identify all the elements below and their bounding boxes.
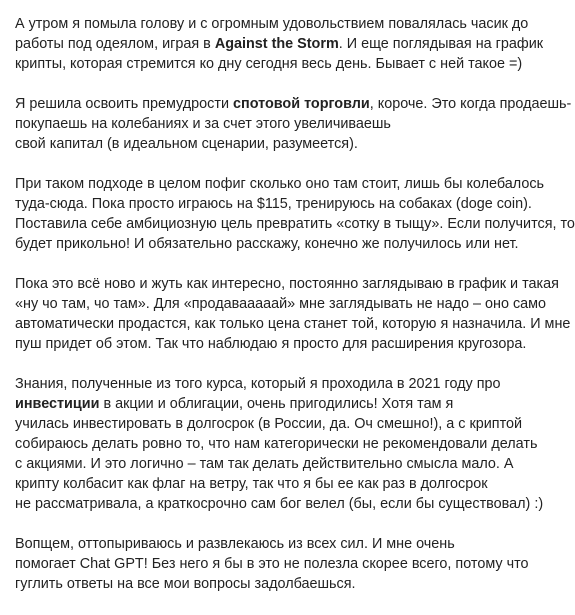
text-line xyxy=(15,134,565,154)
text-line xyxy=(15,454,565,474)
text-line xyxy=(15,34,565,54)
text-run: пуш придет об этом. Так что наблюдаю я просто для расширения кругозора. xyxy=(15,336,527,352)
text-line xyxy=(15,114,565,134)
text-run: не рассматривала, а краткосрочно сам бог велел (бы, если бы существовал) :) xyxy=(15,496,544,512)
text-line xyxy=(15,474,565,494)
text-run: А утром я помыла голову и с огромным удовольствием повалялась часик до xyxy=(15,16,529,32)
text-run: работы под одеялом, играя в xyxy=(15,36,215,52)
text-line xyxy=(15,294,565,314)
paragraph xyxy=(15,534,565,594)
text-run: Поставила себе амбициозную цель превратить «сотку в тыщу». Если получится, то xyxy=(15,216,575,232)
paragraph xyxy=(15,174,575,254)
text-run: в акции и облигации, очень пригодились! Хотя там я xyxy=(99,396,454,412)
text-run: туда-сюда. Пока просто играюсь на $115, тренируюсь на собаках (doge coin). xyxy=(15,196,532,212)
text-line xyxy=(15,414,565,434)
bold-text: спотовой торговли xyxy=(233,96,370,112)
text-run: Знания, полученные из того курса, который я проходила в 2021 году про xyxy=(15,376,501,392)
text-line xyxy=(15,394,565,414)
paragraph xyxy=(15,94,572,154)
text-run: с акциями. И это логично – там так делать действительно смысла мало. А xyxy=(15,456,514,472)
text-line xyxy=(15,534,565,554)
text-run: свой капитал (в идеальном сценарии, разумеется). xyxy=(15,136,358,152)
text-run: Вопщем, оттопыриваюсь и развлекаюсь из всех сил. И мне очень xyxy=(15,536,455,552)
text-line xyxy=(15,574,565,594)
text-run: покупаешь на колебаниях и за счет этого увеличиваешь xyxy=(15,116,391,132)
text-run: При таком подходе в целом пофиг сколько оно там стоит, лишь бы колебалось xyxy=(15,176,545,192)
paragraph xyxy=(15,374,565,514)
text-run: автоматически продастся, как только цена станет той, которую я назначила. И мне xyxy=(15,316,571,332)
text-line xyxy=(15,54,565,74)
text-run: Я решила освоить премудрости xyxy=(15,96,233,112)
text-line xyxy=(15,214,575,234)
text-line xyxy=(15,554,565,574)
text-line xyxy=(15,314,571,334)
paragraph xyxy=(15,14,565,74)
text-run: «ну чо там, чо там». Для «продавааааай» мне заглядывать не надо – оно само xyxy=(15,296,547,312)
text-run: Пока это всё ново и жуть как интересно, постоянно заглядываю в график и такая xyxy=(15,276,559,292)
text-line xyxy=(15,94,572,114)
text-line xyxy=(15,174,565,194)
text-run: помогает Chat GPT! Без него я бы в это не полезла скорее всего, потому что xyxy=(15,556,529,572)
text-line xyxy=(15,194,565,214)
text-run: крипты, которая стремится ко дну сегодня весь день. Бывает с ней такое =) xyxy=(15,56,523,72)
bold-text: инвестиции xyxy=(15,396,100,412)
text-line xyxy=(15,14,565,34)
text-line xyxy=(15,334,565,354)
text-run: крипту колбасит как флаг на ветру, так что я бы ее как раз в долгосрок xyxy=(15,476,488,492)
text-line xyxy=(15,434,565,454)
text-run: будет прикольно! И обязательно расскажу, конечно же получилось или нет. xyxy=(15,236,519,252)
text-run: гуглить ответы на все мои вопросы задолбаешься. xyxy=(15,576,356,592)
paragraph xyxy=(15,274,571,354)
text-run: . И еще поглядывая на график xyxy=(338,36,544,52)
text-line xyxy=(15,234,565,254)
text-run: , короче. Это когда продаешь- xyxy=(369,96,572,112)
text-run: училась инвестировать в долгосрок (в России, да. Оч смешно!), а с криптой xyxy=(15,416,523,432)
text-line xyxy=(15,494,565,514)
bold-text: Against the Storm xyxy=(214,36,339,52)
text-line xyxy=(15,274,565,294)
text-run: собираюсь делать ровно то, что нам категорически не рекомендовали делать xyxy=(15,436,538,452)
text-line xyxy=(15,374,565,394)
